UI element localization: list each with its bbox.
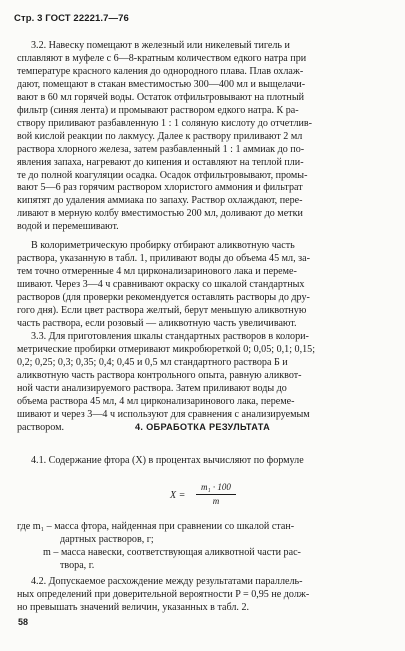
- text-line: сплавляют в муфеле с 6—8-кратным количеством едкого натра при: [17, 52, 307, 64]
- definition-line: где m₁ – масса фтора, найденная при сравнении со шкалой стан-: [17, 521, 295, 532]
- text-line: объема раствора 45 мл, 4 мл цирконализаринового лака, переме-: [17, 395, 295, 407]
- formula-definitions: [17, 521, 389, 573]
- formula-lhs: X =: [170, 490, 186, 501]
- page-number: 58: [18, 617, 29, 627]
- text-line: тем точно отмеренные 4 мл цирконализаринового лака и переме-: [17, 265, 297, 277]
- text-line: растворов (для проверки рекомендуется оставлять растворы до дру-: [17, 291, 310, 303]
- text-line: ных определений при доверительной вероятности P = 0,95 не долж-: [17, 588, 310, 600]
- text-line: ной части анализируемого раствора. Затем приливают воды до: [17, 382, 287, 394]
- text-line: 4.1. Содержание фтора (X) в процентах вычисляют по формуле: [31, 455, 304, 466]
- text-line: В колориметрическую пробирку отбирают аликвотную часть: [31, 240, 295, 251]
- paragraph-colorimetric: [17, 240, 387, 331]
- text-line: фильтр (синяя лента) и промывают раствором едкого натра. К ра-: [17, 104, 299, 116]
- text-line: явления запаха, нагревают до кипения и оставляют на теплой пли-: [17, 156, 304, 168]
- text-line: метрические пробирки отмеривают микробюреткой 0; 0,05; 0,1; 0,15;: [17, 343, 315, 355]
- text-line: раствора, указанную в табл. 1, приливают воды до объема 45 мл, за-: [17, 252, 310, 264]
- paragraph-4-1: [17, 455, 387, 468]
- text-line: гого дня). Если цвет раствора желтый, берут меньшую аликвотную: [17, 304, 307, 316]
- text-line: шивают. Через 3—4 ч сравнивают окраску со шкалой стандартных: [17, 278, 305, 290]
- text-line: 3.3. Для приготовления шкалы стандартных растворов в колори-: [31, 331, 309, 342]
- fraction-bar: [196, 494, 236, 495]
- formula-numerator: m₁ · 100: [201, 482, 231, 492]
- text-line: раствора хлорного железа, затем разбавленный 1 : 1 аммиак до по-: [17, 143, 305, 155]
- paragraph-3-2: [17, 40, 387, 234]
- text-line: вают 5—6 раз горячим раствором хлористого аммония и фильтрат: [17, 182, 303, 194]
- text-line: часть раствора, если розовый — аликвотную часть увеличивают.: [17, 317, 297, 329]
- text-line: те до полной коагуляции осадка. Осадок отфильтровывают, промы-: [17, 169, 308, 181]
- section-title: 4. ОБРАБОТКА РЕЗУЛЬТАТА: [135, 422, 270, 432]
- formula: [170, 482, 290, 512]
- definition-line: дартных растворов, г;: [60, 533, 154, 545]
- text-line: 0,2; 0,25; 0,3; 0,35; 0,4; 0,45 и 0,5 мл стандартного раствора Б и: [17, 356, 288, 368]
- text-line: 4.2. Допускаемое расхождение между результатами параллель-: [31, 576, 303, 587]
- text-line: вой кислой реакции по лакмусу. Далее к раствору приливают 2 мл: [17, 130, 303, 142]
- text-line: вают в 60 мл горячей воды. Остаток отфильтровывают на плотный: [17, 91, 305, 103]
- definition-line: твора, г.: [60, 559, 95, 571]
- paragraph-4-2: [17, 576, 387, 615]
- text-line: водой и перемешивают.: [17, 221, 119, 233]
- text-line: раствором.: [17, 421, 64, 433]
- text-line: 3.2. Навеску помещают в железный или никелевый тигель и: [31, 40, 290, 51]
- paragraph-3-3: [17, 331, 387, 435]
- page-header: Стр. 3 ГОСТ 22221.7—76: [14, 13, 129, 24]
- definition-line: m – масса навески, соответствующая аликвотной части рас-: [43, 546, 301, 558]
- text-line: створу приливают разбавленную 1 : 1 соляную кислоту до отчетлив-: [17, 117, 313, 129]
- text-line: шивают и через 3—4 ч используют для сравнения с анализируемым: [17, 408, 310, 420]
- formula-denominator: m: [212, 496, 220, 506]
- text-line: ливают в мерную колбу вместимостью 200 мл, доливают до метки: [17, 208, 303, 220]
- text-line: аликвотную часть раствора контрольного опыта, равную аликвот-: [17, 369, 302, 381]
- text-line: температуре красного каления до однородного плава. Плав охлаж-: [17, 65, 304, 77]
- text-line: кипятят до удаления аммиака по запаху. Раствор охлаждают, пере-: [17, 195, 303, 207]
- formula-fraction: [194, 482, 238, 507]
- text-line: дают, помещают в стакан вместимостью 300—400 мл и выщелачи-: [17, 78, 306, 90]
- text-line: но превышать значений величин, указанных в табл. 2.: [17, 601, 250, 613]
